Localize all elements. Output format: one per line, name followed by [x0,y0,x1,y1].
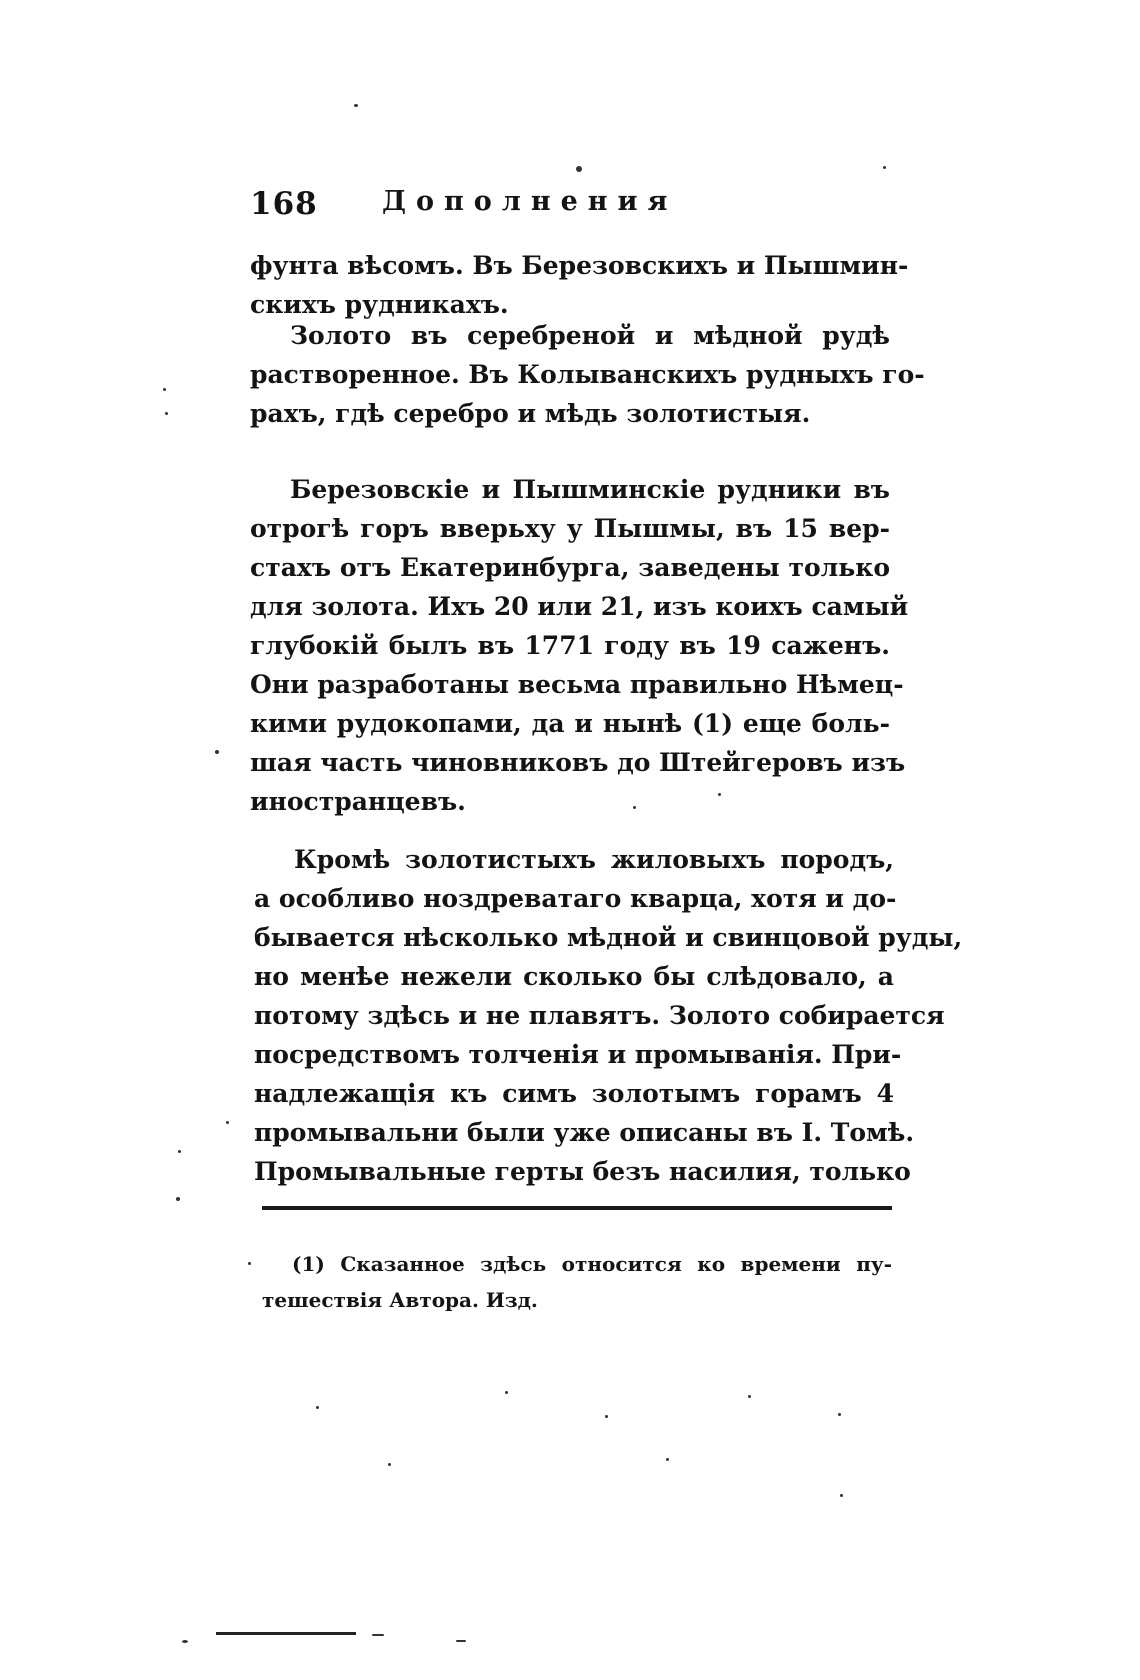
scan-mark [216,1632,356,1635]
scan-speck [505,1391,508,1394]
scan-speck [840,1494,843,1497]
paragraph-3 [250,470,909,821]
text-line: Золото въ серебреной и мѣдной рудѣ [290,321,890,350]
scan-speck [354,104,358,107]
text-line: Кромѣ золотистыхъ жиловыхъ породъ, [294,845,894,874]
scan-speck [666,1458,669,1461]
scan-speck [316,1406,319,1409]
scan-speck [215,750,219,754]
text-line: иностранцевъ. [250,787,466,816]
running-title: Дополнения [382,186,678,217]
scan-speck [372,1634,384,1636]
scan-speck [883,166,886,169]
text-line: кими рудокопами, да и нынѣ (1) еще боль- [250,709,890,738]
text-line: посредствомъ толченія и промыванія. При- [254,1040,902,1069]
footnote-line: (1) Сказанное здѣсь относится ко времени пу- [292,1252,892,1276]
footnote [262,1246,892,1318]
page-number: 168 [250,186,318,222]
text-line: отрогѣ горъ вверьху у Пышмы, въ 15 вер- [250,514,890,543]
scan-speck [248,1262,251,1265]
scan-speck [748,1395,751,1398]
text-line: надлежащія къ симъ золотымъ горамъ 4 [254,1079,894,1108]
page-header [250,186,900,230]
footnote-line: тешествія Автора. Изд. [262,1288,538,1312]
text-line: потому здѣсь и не плавятъ. Золото собирается [254,1001,945,1030]
text-line: бывается нѣсколько мѣдной и свинцовой руды, [254,923,963,952]
paragraph-2 [250,316,925,433]
text-line: Березовскіе и Пышминскіе рудники въ [290,475,890,504]
text-line: промывальни были уже описаны въ I. Томѣ. [254,1118,915,1147]
text-line: фунта вѣсомъ. Въ Березовскихъ и Пышмин- [250,251,909,280]
scan-speck [165,412,168,415]
scan-speck [633,806,636,809]
scan-speck [226,1121,229,1124]
text-line: стахъ отъ Екатеринбурга, заведены только [250,553,890,582]
text-line: а особливо ноздреватаго кварца, хотя и до- [254,884,897,913]
scan-speck [388,1463,391,1466]
text-line: но менѣе нежели сколько бы слѣдовало, а [254,962,894,991]
scan-speck [176,1197,180,1201]
text-line: скихъ рудникахъ. [250,290,509,319]
scan-speck [718,793,721,796]
paragraph-4 [254,840,963,1191]
scan-speck [178,1150,181,1153]
text-line: рахъ, гдѣ серебро и мѣдь золотистыя. [250,399,811,428]
text-line: для золота. Ихъ 20 или 21, изъ коихъ самый [250,592,909,621]
scan-speck [838,1413,841,1416]
scan-speck [182,1640,188,1643]
scan-speck [456,1640,466,1642]
text-line: глубокій былъ въ 1771 году въ 19 саженъ. [250,631,890,660]
footnote-divider [262,1206,892,1210]
scan-speck [163,388,166,391]
text-line: шая часть чиновниковъ до Штейгеровъ изъ [250,748,906,777]
scan-speck [576,166,582,172]
text-line: Они разработаны весьма правильно Нѣмец- [250,670,904,699]
text-line: Промывальные герты безъ насилия, только [254,1157,911,1186]
scan-speck [605,1415,608,1418]
paragraph-1 [250,246,909,324]
text-line: растворенное. Въ Колыванскихъ рудныхъ го- [250,360,925,389]
